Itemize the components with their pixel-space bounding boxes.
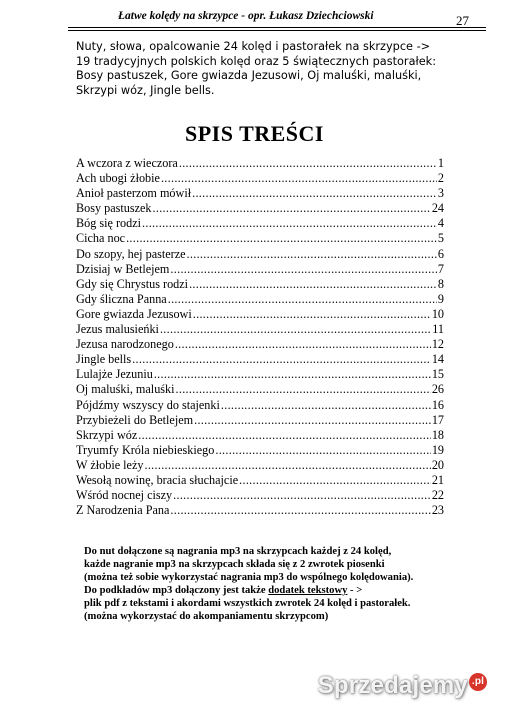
toc-entry-title: Skrzypi wóz: [76, 427, 138, 442]
toc-entry-page: 5: [437, 231, 444, 246]
toc-entry-page: 3: [437, 186, 444, 201]
toc-dot-leader: [189, 277, 437, 292]
toc-dot-leader: [221, 398, 431, 413]
toc-entry: [76, 156, 444, 171]
toc-dot-leader: [192, 186, 437, 201]
note-line4-prefix: Do podkładów mp3 dołączony jest także: [84, 584, 269, 596]
toc-entry-page: 21: [431, 472, 444, 487]
toc-dot-leader: [194, 413, 431, 428]
toc-entry-page: 7: [437, 261, 444, 276]
toc-entry: [76, 201, 444, 216]
watermark-brand: Sprzedajemy: [317, 672, 468, 699]
toc-entry-title: Gdy się Chrystus rodzi: [76, 276, 189, 291]
text-supplement-label: dodatek tekstowy: [268, 584, 348, 596]
header-rule-thick: [68, 27, 486, 28]
toc-entry: [76, 443, 444, 458]
toc-entry-page: 9: [437, 291, 444, 306]
toc-entry: [76, 171, 444, 186]
note-line: Do nut dołączone są nagrania mp3 na skrzypcach każdej z 24 kolęd,: [84, 546, 392, 557]
toc-entry-page: 26: [431, 382, 444, 397]
toc-entry: [76, 382, 444, 397]
toc-entry: [76, 352, 444, 367]
toc-entry: [76, 398, 444, 413]
toc-entry-title: Z Narodzenia Pana: [76, 503, 170, 518]
header-rule-thin: [68, 30, 486, 31]
toc-entry: [76, 322, 444, 337]
toc-entry: [76, 262, 444, 277]
toc-entry-title: Anioł pasterzom mówił: [76, 186, 192, 201]
toc-dot-leader: [179, 156, 437, 171]
intro-line: Skrzypi wóz, Jingle bells.: [76, 83, 215, 97]
toc-entry-title: Przybieżeli do Betlejem: [76, 412, 194, 427]
note-line: każde nagranie mp3 na skrzypcach składa się z 2 zwrotek piosenki: [84, 558, 385, 570]
toc-entry: [76, 367, 444, 382]
intro-line: Bosy pastuszek, Gore gwiazda Jezusowi, Oj maluśki, maluśki,: [76, 69, 422, 82]
toc-entry-title: Jezus malusieńki: [76, 322, 159, 337]
toc-entry: [76, 216, 444, 231]
toc-entry-title: Lulajże Jezuniu: [76, 367, 153, 382]
toc-dot-leader: [173, 488, 431, 503]
toc-entry-title: Dzisiaj w Betlejem: [76, 261, 170, 276]
toc-dot-leader: [168, 292, 437, 307]
toc-entry: [76, 458, 444, 473]
toc-dot-leader: [215, 443, 430, 458]
toc-entry-page: 16: [431, 397, 444, 412]
toc-entry-page: 4: [437, 216, 444, 231]
toc-entry-title: Gore gwiazda Jezusowi: [76, 306, 192, 321]
toc-entry-title: Bóg się rodzi: [76, 216, 141, 231]
toc-dot-leader: [187, 247, 437, 262]
toc-entry-page: 18: [431, 427, 444, 442]
intro-line: Nuty, słowa, opalcowanie 24 kolęd i pastorałek na skrzypce ->: [76, 40, 431, 53]
sprzedajemy-watermark: [318, 672, 487, 700]
toc-entry: [76, 413, 444, 428]
toc-dot-leader: [154, 367, 431, 382]
note-line: [84, 585, 444, 598]
toc-entry-page: 8: [437, 276, 444, 291]
table-of-contents: [76, 156, 444, 518]
toc-entry-page: 19: [431, 442, 444, 457]
toc-dot-leader: [193, 307, 431, 322]
toc-entry-page: 22: [431, 488, 444, 503]
toc-dot-leader: [160, 322, 431, 337]
toc-dot-leader: [142, 216, 437, 231]
toc-entry-title: Gdy śliczna Panna: [76, 291, 167, 306]
toc-entry-page: 2: [437, 171, 444, 186]
toc-entry: [76, 277, 444, 292]
toc-entry-title: Jingle bells: [76, 352, 132, 367]
toc-entry-page: 10: [431, 306, 444, 321]
toc-dot-leader: [170, 503, 430, 518]
toc-entry: [76, 337, 444, 352]
running-header: Łatwe kolędy na skrzypce - opr. Łukasz Dziechciowski: [118, 10, 374, 22]
note-line: (można wykorzystać do akompaniamentu skrzypcom): [84, 610, 329, 622]
toc-entry-title: Oj maluśki, maluśki: [76, 382, 175, 397]
toc-entry: [76, 231, 444, 246]
toc-entry: [76, 503, 444, 518]
toc-dot-leader: [170, 262, 436, 277]
toc-dot-leader: [132, 352, 431, 367]
toc-entry-title: Do szopy, hej pasterze: [76, 246, 186, 261]
note-line: plik pdf z tekstami i akordami wszystkich zwrotek 24 kolęd i pastorałek.: [84, 597, 411, 609]
intro-paragraph: [76, 40, 456, 98]
toc-entry-title: Cicha noc: [76, 231, 126, 246]
toc-entry: [76, 292, 444, 307]
toc-dot-leader: [153, 201, 431, 216]
toc-entry-title: Tryumfy Króla niebieskiego: [76, 442, 215, 457]
toc-entry-title: W żłobie leży: [76, 457, 144, 472]
toc-entry-title: Bosy pastuszek: [76, 201, 152, 216]
toc-dot-leader: [239, 473, 431, 488]
toc-entry-page: 6: [437, 246, 444, 261]
toc-entry: [76, 428, 444, 443]
toc-entry: [76, 186, 444, 201]
toc-entry-page: 17: [431, 412, 444, 427]
toc-entry-title: Wśród nocnej ciszy: [76, 488, 173, 503]
toc-dot-leader: [126, 231, 437, 246]
toc-dot-leader: [175, 337, 431, 352]
note-line: (można też sobie wykorzystać nagrania mp3 do wspólnego kolędowania).: [84, 571, 414, 583]
toc-entry-title: Ach ubogi żłobie: [76, 171, 160, 186]
toc-entry-page: 15: [431, 367, 444, 382]
watermark-tld-badge: .pl: [469, 673, 487, 691]
toc-dot-leader: [144, 458, 430, 473]
page-number: 27: [456, 13, 469, 28]
toc-entry-page: 11: [432, 322, 444, 337]
toc-entry-page: 24: [431, 201, 444, 216]
toc-entry: [76, 247, 444, 262]
intro-line: 19 tradycyjnych polskich kolęd oraz 5 świątecznych pastorałek:: [76, 54, 436, 68]
toc-entry-page: 23: [431, 503, 444, 518]
toc-dot-leader: [138, 428, 431, 443]
toc-entry-page: 1: [437, 156, 444, 170]
toc-entry: [76, 473, 444, 488]
toc-entry-title: Jezusa narodzonego: [76, 337, 174, 352]
recordings-note: [84, 546, 444, 623]
toc-entry-title: Wesołą nowinę, bracia słuchajcie: [76, 472, 239, 487]
toc-title: SPIS TREŚCI: [185, 121, 324, 146]
toc-entry-page: 20: [431, 457, 444, 472]
toc-entry: [76, 307, 444, 322]
toc-entry-title: A wczora z wieczora: [76, 156, 178, 170]
note-line4-suffix: - >: [347, 584, 363, 596]
toc-dot-leader: [161, 171, 437, 186]
toc-entry-title: Pójdźmy wszyscy do stajenki: [76, 397, 220, 412]
toc-entry-page: 14: [431, 352, 444, 367]
toc-entry: [76, 488, 444, 503]
toc-dot-leader: [176, 382, 431, 397]
toc-entry-page: 12: [431, 337, 444, 352]
